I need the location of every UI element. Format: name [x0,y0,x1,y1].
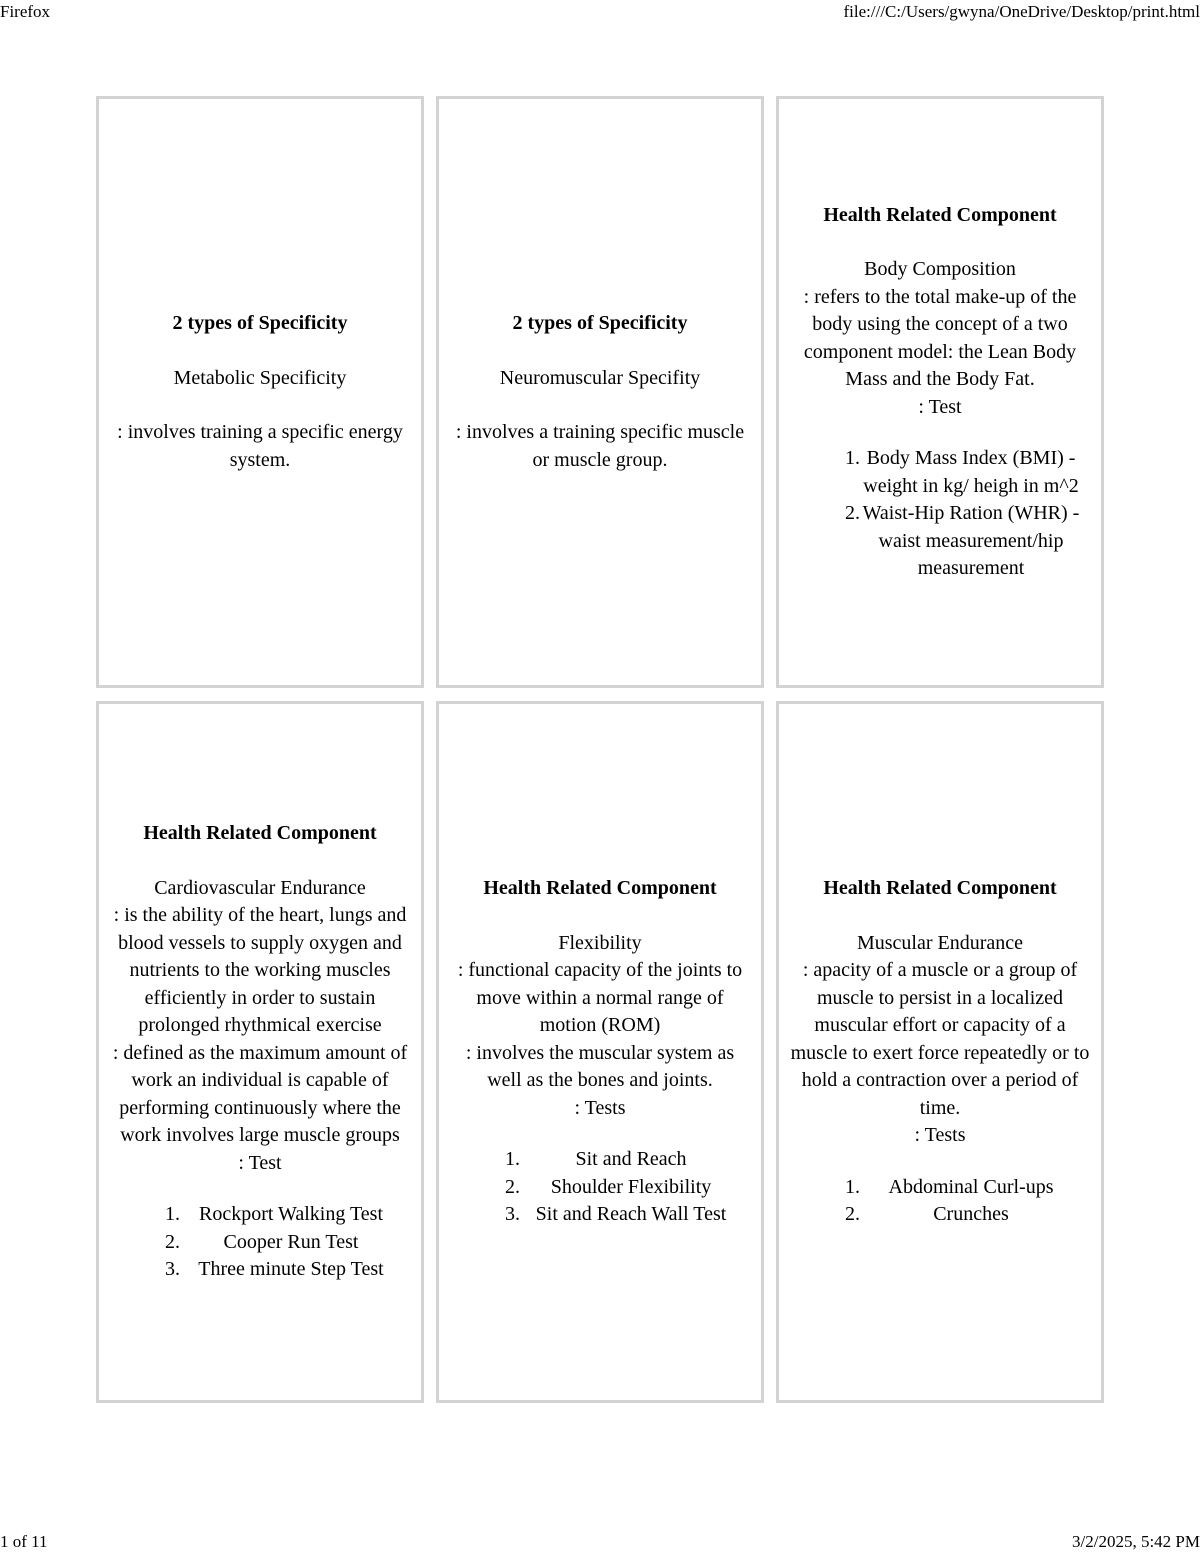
list-text: Sit and Reach Wall Test [535,1203,727,1226]
flashcard-metabolic-specificity [96,96,424,688]
card-subtitle: Cardiovascular Endurance [154,876,366,899]
list-item [447,1201,753,1229]
card-description: : functional capacity of the joints to move within a normal range of motion (ROM) [457,959,743,1037]
list-item [107,1201,413,1229]
card-description: : involves training a specific energy system. [117,421,403,471]
card-title: Health Related Component [143,822,377,845]
card-title: 2 types of Specificity [512,312,688,334]
card-tests-label: : Test [918,395,962,418]
card-title: 2 types of Specificity [172,312,348,334]
list-text: Cooper Run Test [223,1230,359,1253]
list-text: Shoulder Flexibility [550,1175,712,1198]
list-item [447,1146,753,1174]
print-header-url: file:///C:/Users/gwyna/OneDrive/Desktop/print.html [843,2,1200,21]
print-footer-page-indicator: 1 of 11 [0,1532,48,1551]
card-description-secondary: : defined as the maximum amount of work an individual is capable of performing continuously where the work involves large muscle groups [112,1041,408,1147]
list-number: 2. [845,1203,860,1226]
print-header-app-name: Firefox [0,2,51,21]
list-number: 1. [845,447,860,469]
list-text: Crunches [933,1203,1009,1226]
tests-list [787,445,1093,583]
list-number: 1. [845,1175,860,1198]
list-text: Sit and Reach [575,1148,687,1171]
card-title: Health Related Component [483,877,717,900]
card-description: : apacity of a muscle or a group of muscle to persist in a localized muscular effort or capacity of a muscle to exert force repeatedly or to hold a contraction over a period of time. [790,959,1090,1119]
list-number: 2. [505,1175,520,1198]
list-number: 2. [165,1230,180,1253]
card-tests-label: : Tests [914,1124,966,1147]
tests-list [787,1174,1093,1229]
list-item [787,445,1093,500]
list-item [787,1174,1093,1202]
tests-list [447,1146,753,1229]
card-tests-label: : Tests [574,1096,626,1119]
card-subtitle: Neuromuscular Specifity [499,366,701,389]
card-title: Health Related Component [823,877,1057,900]
card-description-secondary: : involves the muscular system as well as the bones and joints. [465,1041,735,1092]
list-text: Body Mass Index (BMI) - weight in kg/ heigh in m^2 [863,447,1079,497]
flashcard-cardiovascular-endurance [96,701,424,1403]
card-subtitle: Muscular Endurance [856,931,1024,954]
list-item [447,1174,753,1202]
list-item [787,500,1093,583]
list-number: 2. [845,502,860,524]
card-description: : refers to the total make-up of the body using the concept of a two component model: the Lean Body Mass and the Body Fat. [803,285,1077,390]
flashcard-flexibility [436,701,764,1403]
list-number: 1. [165,1203,180,1226]
list-text: Waist-Hip Ration (WHR) - waist measurement/hip measurement [862,502,1080,579]
card-subtitle: Body Composition [864,258,1016,280]
list-item [787,1201,1093,1229]
list-number: 1. [505,1148,520,1171]
card-description: : involves a training specific muscle or muscle group. [455,421,745,471]
list-item [107,1229,413,1257]
card-subtitle: Flexibility [558,931,642,954]
flashcard-muscular-endurance [776,701,1104,1403]
list-item [107,1256,413,1284]
list-text: Rockport Walking Test [198,1203,383,1226]
tests-list [107,1201,413,1284]
list-number: 3. [165,1258,180,1281]
list-text: Abdominal Curl-ups [888,1175,1054,1198]
print-footer-timestamp: 3/2/2025, 5:42 PM [1072,1532,1200,1551]
flashcard-neuromuscular-specificity [436,96,764,688]
card-description: : is the ability of the heart, lungs and blood vessels to supply oxygen and nutrients to the working muscles efficiently in order to sustain prolonged rhythmical exercise [113,904,407,1037]
card-title: Health Related Component [823,203,1057,226]
list-text: Three minute Step Test [198,1258,384,1281]
list-number: 3. [505,1203,520,1226]
card-tests-label: : Test [238,1151,282,1174]
card-subtitle: Metabolic Specificity [173,366,347,389]
flashcard-body-composition [776,96,1104,688]
